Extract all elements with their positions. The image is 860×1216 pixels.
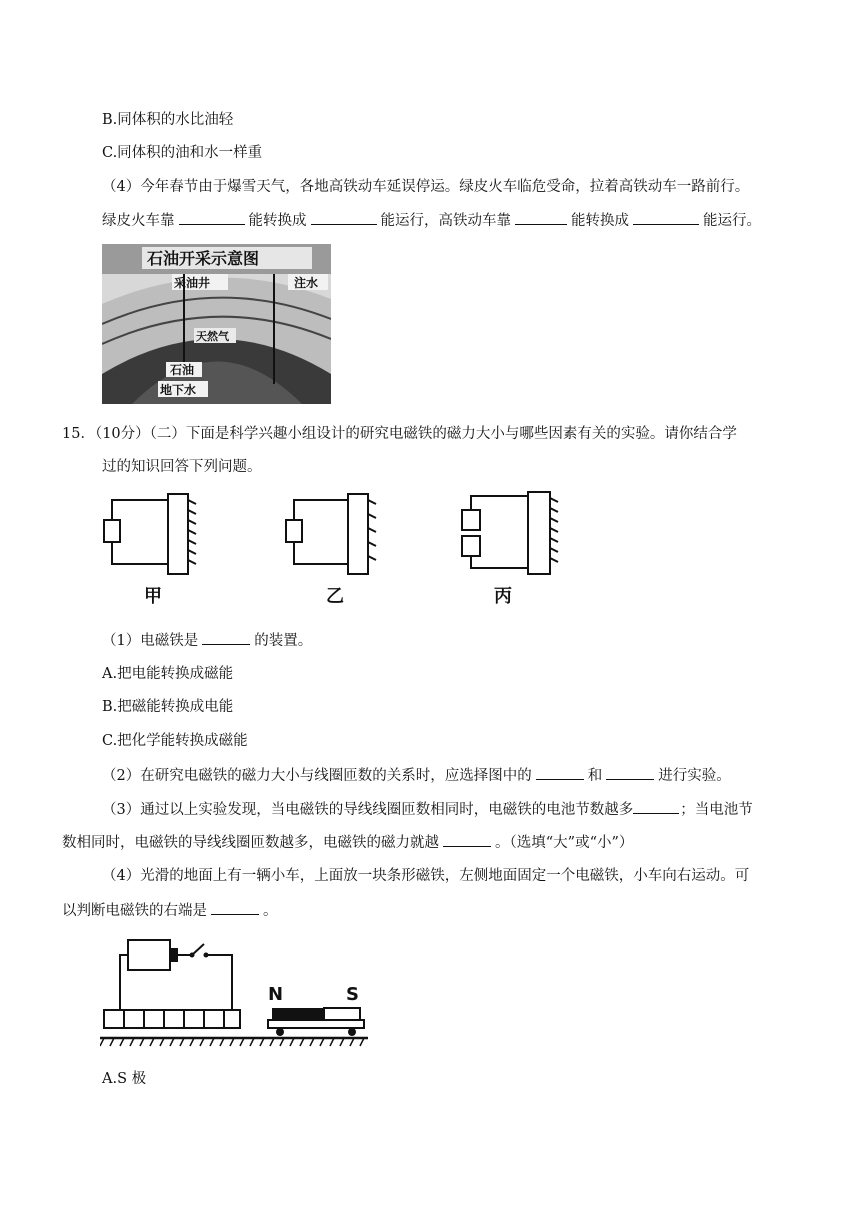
q15-sub1-option-b: B.把磁能转换成电能 — [102, 699, 234, 715]
q15-sub4-line1: （4）光滑的地面上有一辆小车，上面放一块条形磁铁，左侧地面固定一个电磁铁，小车向右运动。可 — [102, 868, 750, 884]
electromagnet-figures — [100, 490, 560, 610]
q15-sub4-option-a: A.S 极 — [102, 1071, 147, 1087]
answer-blank[interactable] — [202, 630, 250, 645]
answer-blank[interactable] — [211, 900, 259, 915]
answer-blank[interactable] — [536, 765, 584, 780]
q14-text-d: 能转换成 — [571, 213, 629, 229]
q15-intro-line2: 过的知识回答下列问题。 — [102, 459, 262, 475]
q15-sub1-text-a: （1）电磁铁是 — [102, 633, 199, 649]
q15-sub1-text-b: 的装置。 — [254, 633, 313, 649]
oil-extraction-figure — [102, 244, 331, 404]
answer-blank[interactable] — [443, 832, 491, 847]
q15-intro-line1: 15．（10分）（二）下面是科学兴趣小组设计的研究电磁铁的磁力大小与哪些因素有关的实验。请你结合学 — [62, 426, 737, 442]
setup-yi — [286, 494, 376, 607]
q15-sub2 — [102, 765, 731, 786]
magnet-n-label: N — [268, 984, 284, 1005]
q15-sub2-text-c: 进行实验。 — [658, 768, 731, 784]
label-yi: 乙 — [326, 586, 344, 607]
q15-sub1 — [102, 630, 312, 651]
q14-option-b: B.同体积的水比油轻 — [102, 112, 234, 128]
oil-label: 石油 — [170, 363, 195, 377]
answer-blank[interactable] — [633, 210, 699, 225]
oil-well-label: 采油井 — [174, 276, 211, 290]
q15-sub4-text-b: 。 — [263, 903, 278, 919]
setup-jia — [104, 494, 196, 607]
q15-sub1-option-c: C.把化学能转换成磁能 — [102, 733, 248, 749]
q14-sub4-line1: （4）今年春节由于爆雪天气，各地高铁动车延误停运。绿皮火车临危受命，拉着高铁动车一路前行。 — [102, 179, 750, 195]
q14-text-e: 能运行。 — [703, 213, 761, 229]
q14-sub4-line2 — [102, 210, 761, 231]
q15-sub2-text-b: 和 — [587, 768, 603, 784]
setup-bing — [462, 492, 558, 607]
label-bing: 丙 — [494, 586, 512, 607]
oil-figure-title: 石油开采示意图 — [147, 249, 260, 268]
q14-option-c: C.同体积的油和水一样重 — [102, 145, 263, 161]
q14-text-a: 绿皮火车靠 — [102, 213, 175, 229]
answer-blank[interactable] — [179, 210, 245, 225]
magnet-s-label: S — [346, 984, 359, 1005]
answer-blank[interactable] — [633, 799, 679, 814]
q15-sub3-text-b: ；当电池节 — [680, 802, 753, 818]
q15-sub3-line1 — [102, 799, 753, 820]
q15-sub4-line2 — [62, 900, 278, 921]
electromagnet-cart-figure — [100, 934, 368, 1052]
cart-with-magnet — [268, 1008, 364, 1036]
inject-water-label: 注水 — [294, 276, 319, 290]
coil-base — [104, 1010, 240, 1028]
groundwater-label: 地下水 — [160, 383, 197, 397]
q15-sub3-text-c: 数相同时，电磁铁的导线线圈匝数越多，电磁铁的磁力就越 — [62, 835, 439, 851]
answer-blank[interactable] — [311, 210, 377, 225]
answer-blank[interactable] — [606, 765, 654, 780]
q15-sub2-text-a: （2）在研究电磁铁的磁力大小与线圈匝数的关系时，应选择图中的 — [102, 768, 532, 784]
q15-sub1-option-a: A.把电能转换成磁能 — [102, 666, 234, 682]
q15-sub3-line2 — [62, 832, 633, 853]
q14-text-c: 能运行，高铁动车靠 — [380, 213, 511, 229]
q14-text-b: 能转换成 — [248, 213, 307, 229]
label-jia: 甲 — [144, 586, 162, 607]
q15-sub4-text-a: 以判断电磁铁的右端是 — [62, 903, 207, 919]
q15-sub3-text-a: （3）通过以上实验发现，当电磁铁的导线线圈匝数相同时，电磁铁的电池节数越多 — [102, 802, 634, 818]
gas-label: 天然气 — [196, 330, 229, 343]
answer-blank[interactable] — [515, 210, 567, 225]
q15-sub3-text-d: 。（选填“大”或“小”） — [495, 835, 634, 851]
